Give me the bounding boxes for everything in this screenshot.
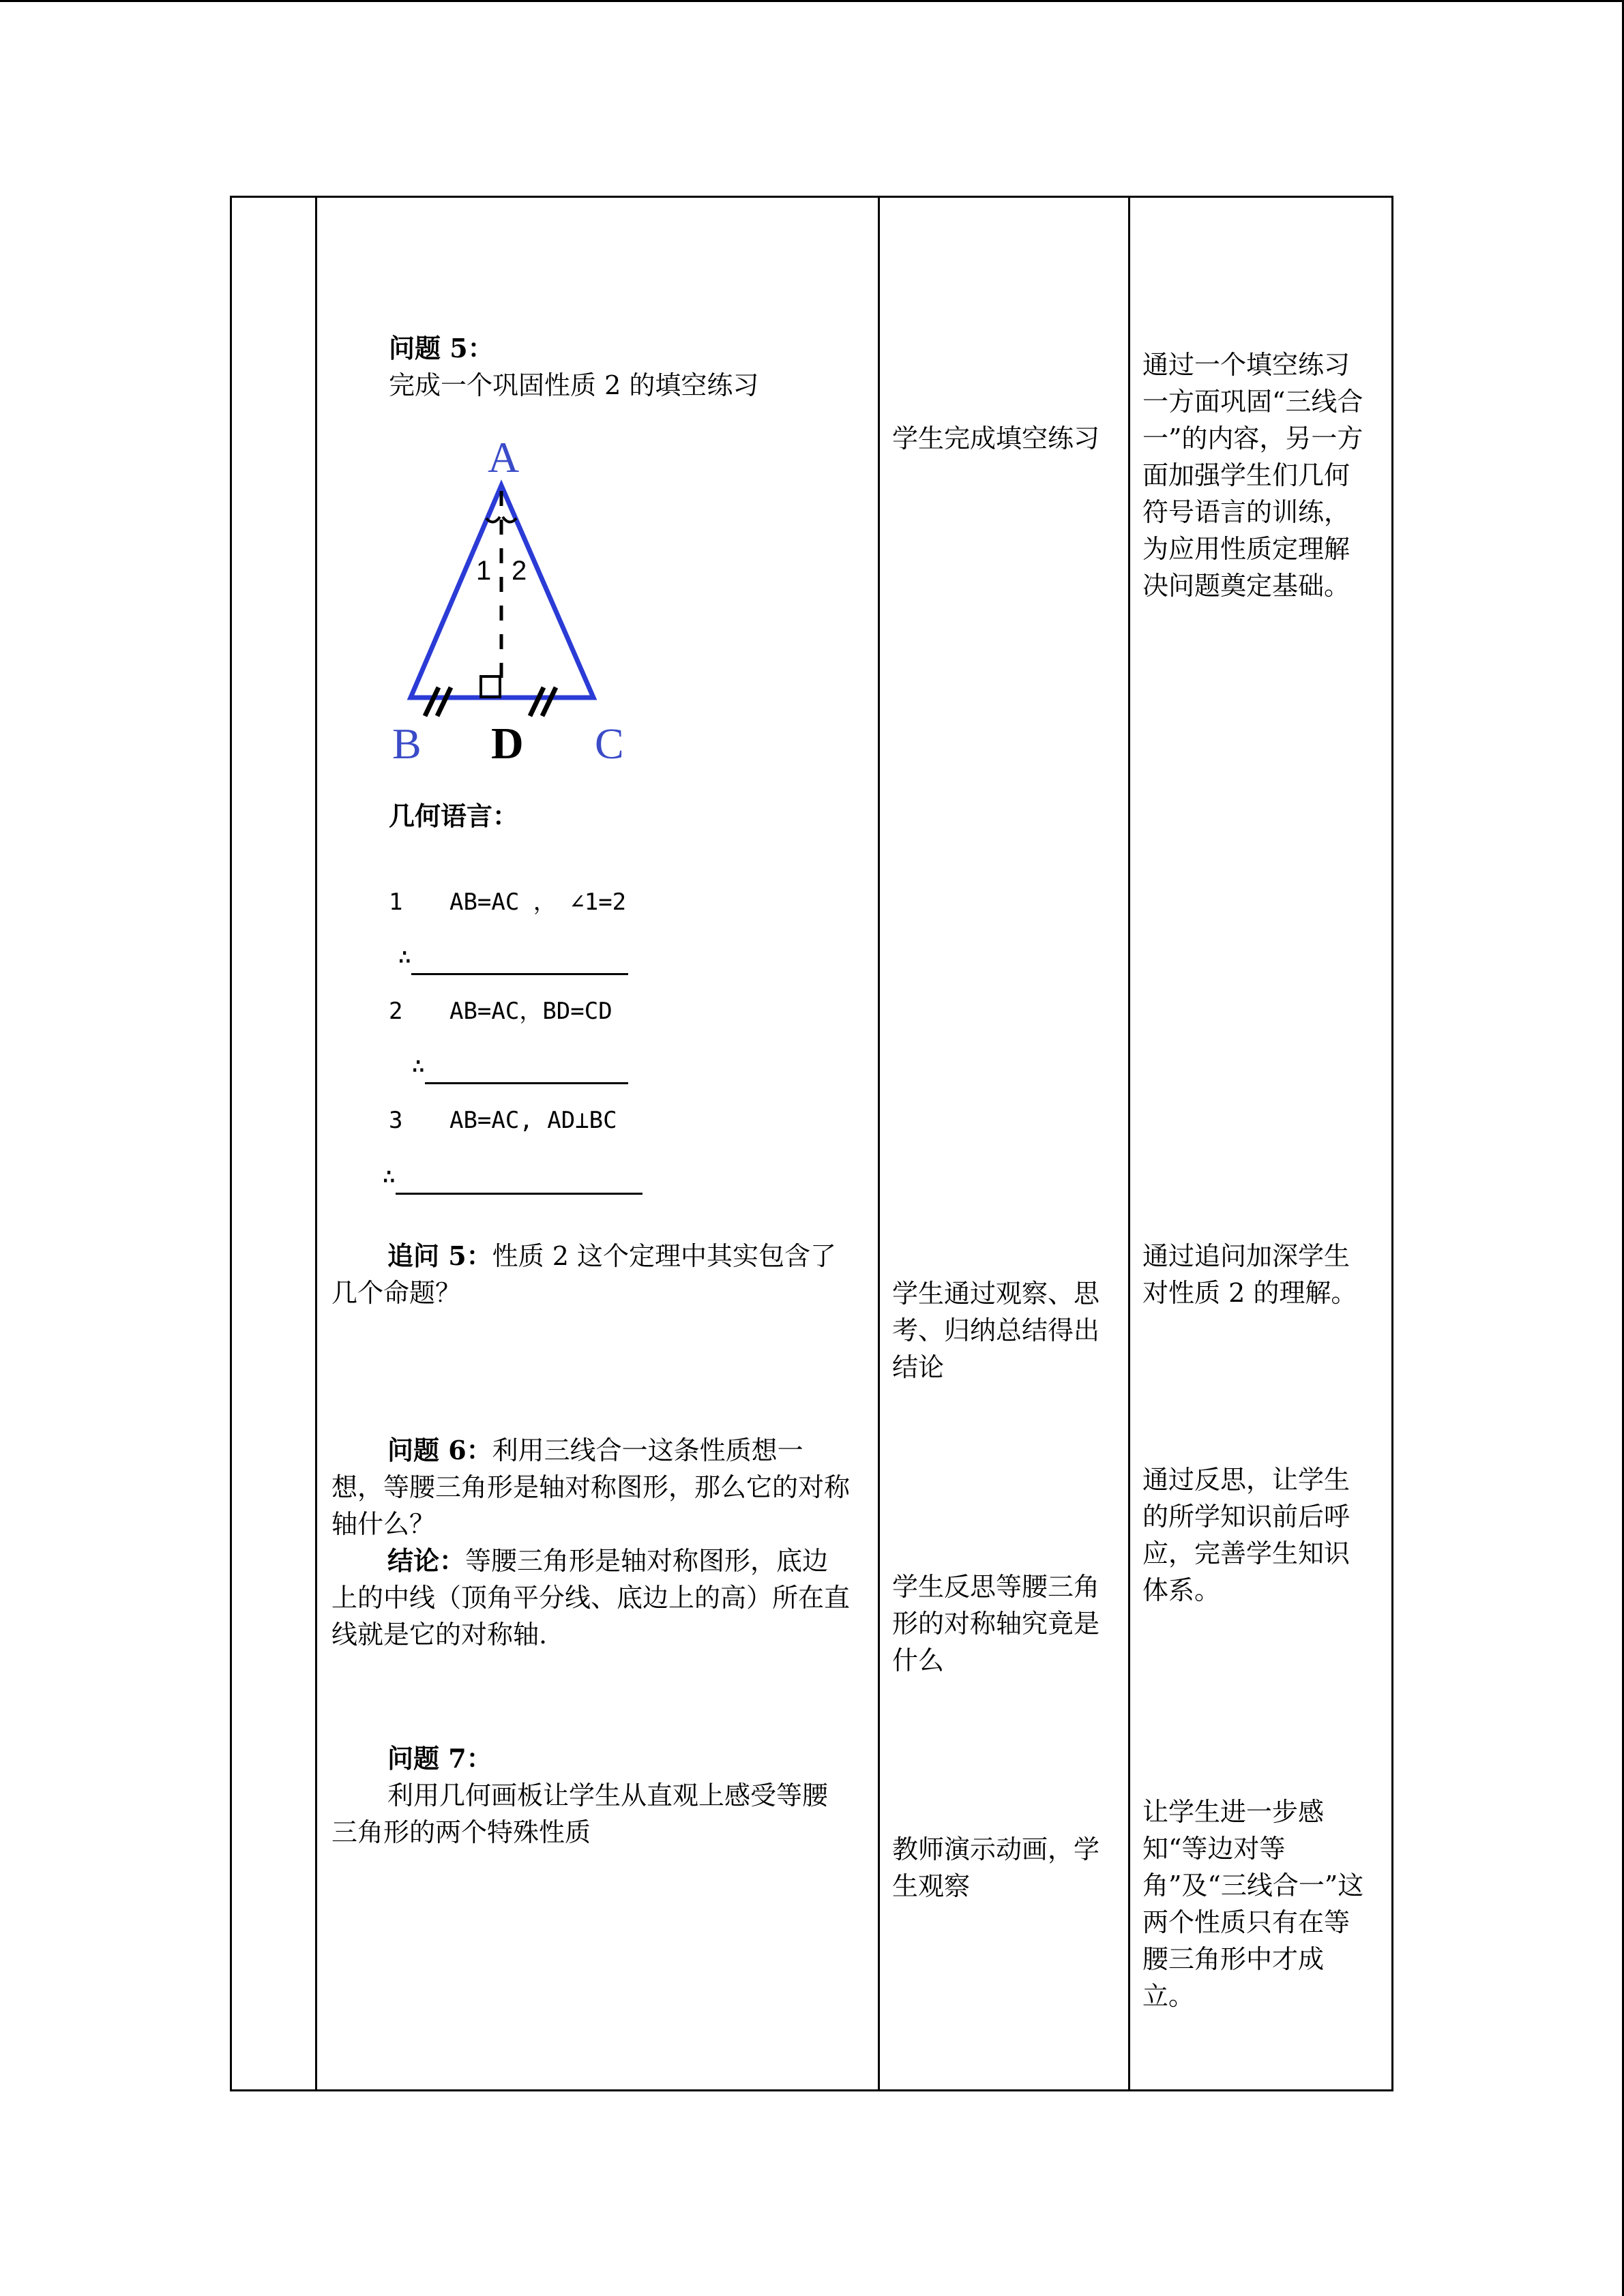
therefore-symbol: ∴ <box>411 1052 426 1079</box>
q6-text: 利用三线合一这条性质想一想，等腰三角形是轴对称图形，那么它的对称轴什么？ <box>331 1435 851 1539</box>
q5-block <box>389 330 866 404</box>
tick-bd-2 <box>437 687 451 716</box>
label-d: D <box>491 719 524 769</box>
angle-label-2: 2 <box>512 556 527 586</box>
q5-design-intent: 通过一个填空练习一方面巩固“三线合一”的内容，另一方面加强学生们几何符号语言的训练，为应用性质定理解决问题奠定基础。 <box>1142 350 1363 601</box>
followup5-block <box>331 1238 850 1311</box>
q6-student-activity: 学生反思等腰三角形的对称轴究竟是什么 <box>892 1572 1100 1675</box>
fill-blank-2[interactable] <box>425 1055 628 1084</box>
q7-text: 利用几何画板让学生从直观上感受等腰三角形的两个特殊性质 <box>331 1780 829 1847</box>
q5-title: 问题 5： <box>389 333 494 363</box>
label-a: A <box>488 433 520 481</box>
followup5-text: 性质 2 这个定理中其实包含了几个命题？ <box>331 1241 837 1308</box>
q5-student-activity: 学生完成填空练习 <box>892 423 1100 453</box>
tick-bd-1 <box>425 687 439 716</box>
followup5-title: 追问 5： <box>387 1240 492 1271</box>
q6-conclusion-block <box>331 1542 850 1653</box>
isosceles-triangle-figure <box>385 433 645 769</box>
geo-item-3-given: AB=AC, AD⊥BC <box>449 1107 617 1134</box>
q6-conclusion-text: 等腰三角形是轴对称图形，底边上的中线（顶角平分线、底边上的高）所在直线就是它的对称轴. <box>331 1546 851 1650</box>
right-angle-mark <box>481 676 500 697</box>
geo-item-2-therefore-line <box>411 1047 628 1084</box>
geo-item-2-num: 2 <box>389 998 403 1025</box>
q7-title: 问题 7： <box>387 1743 492 1774</box>
geometry-language-title: 几何语言： <box>389 801 519 831</box>
column-divider-3 <box>1128 198 1130 2089</box>
label-c: C <box>595 719 624 768</box>
geo-item-1-given: AB=AC ， ∠1=2 <box>449 889 627 916</box>
geo-item-3 <box>389 1102 617 1139</box>
geo-item-1 <box>389 884 626 921</box>
fill-blank-1[interactable] <box>411 946 628 975</box>
column-divider-1 <box>315 198 317 2089</box>
q7-student-activity: 教师演示动画，学生观察 <box>892 1834 1100 1901</box>
q5-text: 完成一个巩固性质 2 的填空练习 <box>389 370 759 400</box>
q6-conclusion-title: 结论： <box>387 1545 466 1576</box>
geo-item-2-given: AB=AC，BD=CD <box>449 998 612 1025</box>
tick-dc-2 <box>542 687 556 716</box>
therefore-symbol: ∴ <box>382 1163 396 1190</box>
q6-design-intent: 通过反思，让学生的所学知识前后呼应，完善学生知识体系。 <box>1142 1465 1350 1605</box>
geo-item-1-num: 1 <box>389 889 403 916</box>
q7-block <box>331 1740 850 1851</box>
geo-item-3-num: 3 <box>389 1107 403 1134</box>
geo-item-1-therefore-line <box>398 938 628 975</box>
angle-label-1: 1 <box>476 556 492 586</box>
q7-design-intent: 让学生进一步感知“等边对等角”及“三线合一”这两个性质只有在等腰三角形中才成立。 <box>1142 1797 1364 2011</box>
fill-blank-3[interactable] <box>396 1165 643 1195</box>
q6-block <box>331 1432 850 1542</box>
tick-dc-1 <box>530 687 544 716</box>
q6-title: 问题 6： <box>387 1435 492 1465</box>
label-b: B <box>392 719 422 768</box>
geo-item-2 <box>389 993 612 1030</box>
column-divider-2 <box>878 198 880 2089</box>
geo-item-3-therefore-line <box>382 1158 643 1195</box>
followup5-student-activity: 学生通过观察、思考、归纳总结得出结论 <box>892 1279 1100 1382</box>
followup5-design-intent: 通过追问加深学生对性质 2 的理解。 <box>1142 1241 1357 1308</box>
page-top-border <box>0 0 1624 2</box>
therefore-symbol: ∴ <box>398 943 412 970</box>
